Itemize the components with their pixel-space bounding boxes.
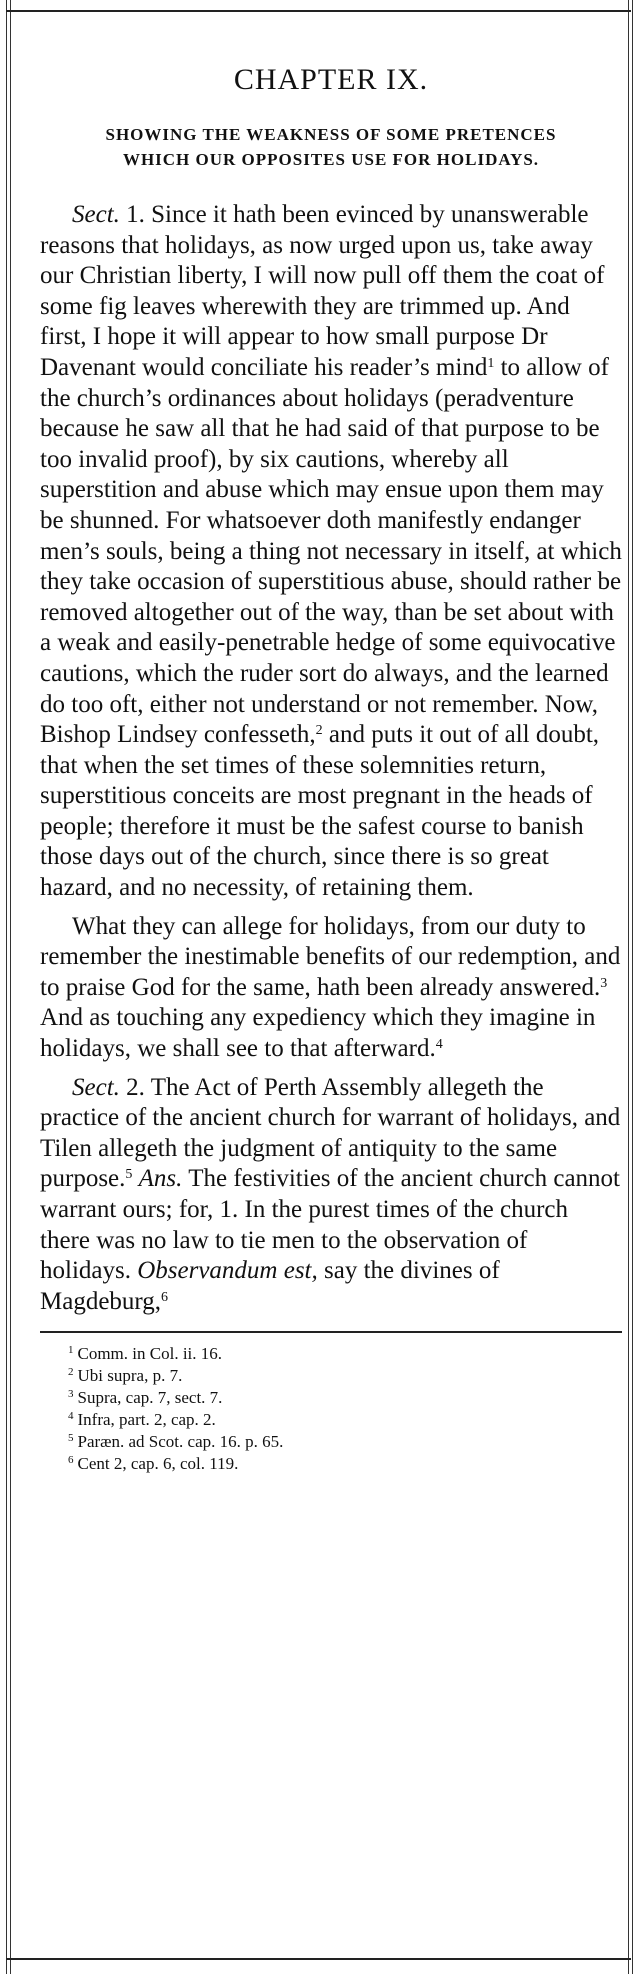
body-paragraph [40, 200, 622, 904]
footnote [68, 1363, 622, 1385]
footnote [68, 1407, 622, 1429]
page-border-right [628, 0, 633, 1974]
chapter-title: CHAPTER IX. [233, 63, 429, 96]
section-label: Sect. [72, 1073, 120, 1101]
footnote-reference: 2 [315, 723, 323, 739]
italic-text: Observandum est, [137, 1257, 318, 1285]
footnote-mark: 3 [68, 1388, 74, 1401]
text-run: And as touching any expediency which they imagine in holidays, we shall see to that afterward. [40, 1004, 596, 1063]
text-run: to allow of the church’s ordinances about holidays (peradventure because he saw all that he had said of that purpose to be too invalid proof), by six cautions, whereby all superstition and abuse which may ensue upon them may be shunned. For whatsoever doth manifestly endanger men’s souls, being a thing not necessary in itself, at which they take occasion of superstitious abuse, should rather be removed altogether out of the way, than be set about with a weak and easily-penetrable hedge of some equivocative cautions, which the ruder sort do always, and the learned do too oft, either not understand or not remember. Now, Bishop Lindsey confesseth, [40, 353, 622, 749]
page-border-bottom [6, 1958, 631, 1960]
footnotes-list [40, 1341, 622, 1473]
footnote-text: Supra, cap. 7, sect. 7. [77, 1388, 223, 1408]
footnote-reference: 6 [161, 1289, 169, 1305]
italic-text: Ans. [138, 1165, 183, 1193]
footnote-mark: 4 [68, 1410, 74, 1423]
text-run: and puts it out of all doubt, that when the set times of these solemnities return, superstitious conceits are most pregnant in the heads of people; therefore it must be the safest course to banish those days out of the church, since there is so great hazard, and no necessity, of retaining them. [40, 721, 600, 902]
footnote-mark: 1 [68, 1344, 74, 1357]
section-label: Sect. [72, 201, 120, 228]
text-run: 1. Since it hath been evinced by unanswerable reasons that holidays, as now urged upon us, take away our Christian liberty, I will now pull off them the coat of some fig leaves wherewith they are trimmed up. And first, I hope it will appear to how small purpose Dr Davenant would conciliate his reader’s mind [40, 201, 605, 381]
chapter-subtitle [40, 122, 622, 172]
chapter-subtitle-line-2: WHICH OUR OPPOSITES USE FOR HOLIDAYS. [122, 150, 540, 169]
footnote-rule [40, 1331, 622, 1333]
footnote-text: Ubi supra, p. 7. [77, 1366, 183, 1386]
footnote [68, 1451, 622, 1473]
footnote-reference: 3 [600, 975, 608, 991]
text-run: What they can allege for holidays, from our duty to remember the inestimable benefits of our redemption, and to praise God for the same, hath been already answered. [40, 912, 621, 1001]
page-border-left [6, 0, 11, 1974]
text-run: say the divines of Magdeburg, [40, 1257, 500, 1315]
page-border-top [6, 10, 631, 12]
text-run: The festivities of the ancient church cannot warrant ours; for, 1. In the purest times of the church there was no law to tie men to the observation of holidays. [40, 1165, 620, 1285]
footnote-mark: 2 [68, 1366, 74, 1379]
text-run: 2. The Act of Perth Assembly allegeth the practice of the ancient church for warrant of holidays, and Tilen allegeth the judgment of antiquity to the same purpose. [40, 1073, 621, 1193]
footnote-reference: 5 [125, 1167, 133, 1183]
footnote [68, 1429, 622, 1451]
footnote [68, 1341, 622, 1363]
footnote-reference: 1 [487, 355, 495, 371]
chapter-subtitle-line-1: SHOWING THE WEAKNESS OF SOME PRETENCES [105, 125, 557, 144]
footnote-mark: 5 [68, 1432, 74, 1445]
book-page [40, 48, 622, 1473]
footnote-text: Cent 2, cap. 6, col. 119. [77, 1454, 239, 1474]
body-paragraph [40, 912, 622, 1065]
footnote-reference: 4 [435, 1037, 443, 1053]
chapter-body [40, 200, 622, 1317]
footnote-mark: 6 [68, 1454, 74, 1467]
footnote-text: Infra, part. 2, cap. 2. [77, 1410, 216, 1430]
body-paragraph [40, 1073, 622, 1318]
footnote-text: Paræn. ad Scot. cap. 16. p. 65. [77, 1432, 284, 1452]
footnote [68, 1385, 622, 1407]
footnote-text: Comm. in Col. ii. 16. [77, 1344, 223, 1364]
